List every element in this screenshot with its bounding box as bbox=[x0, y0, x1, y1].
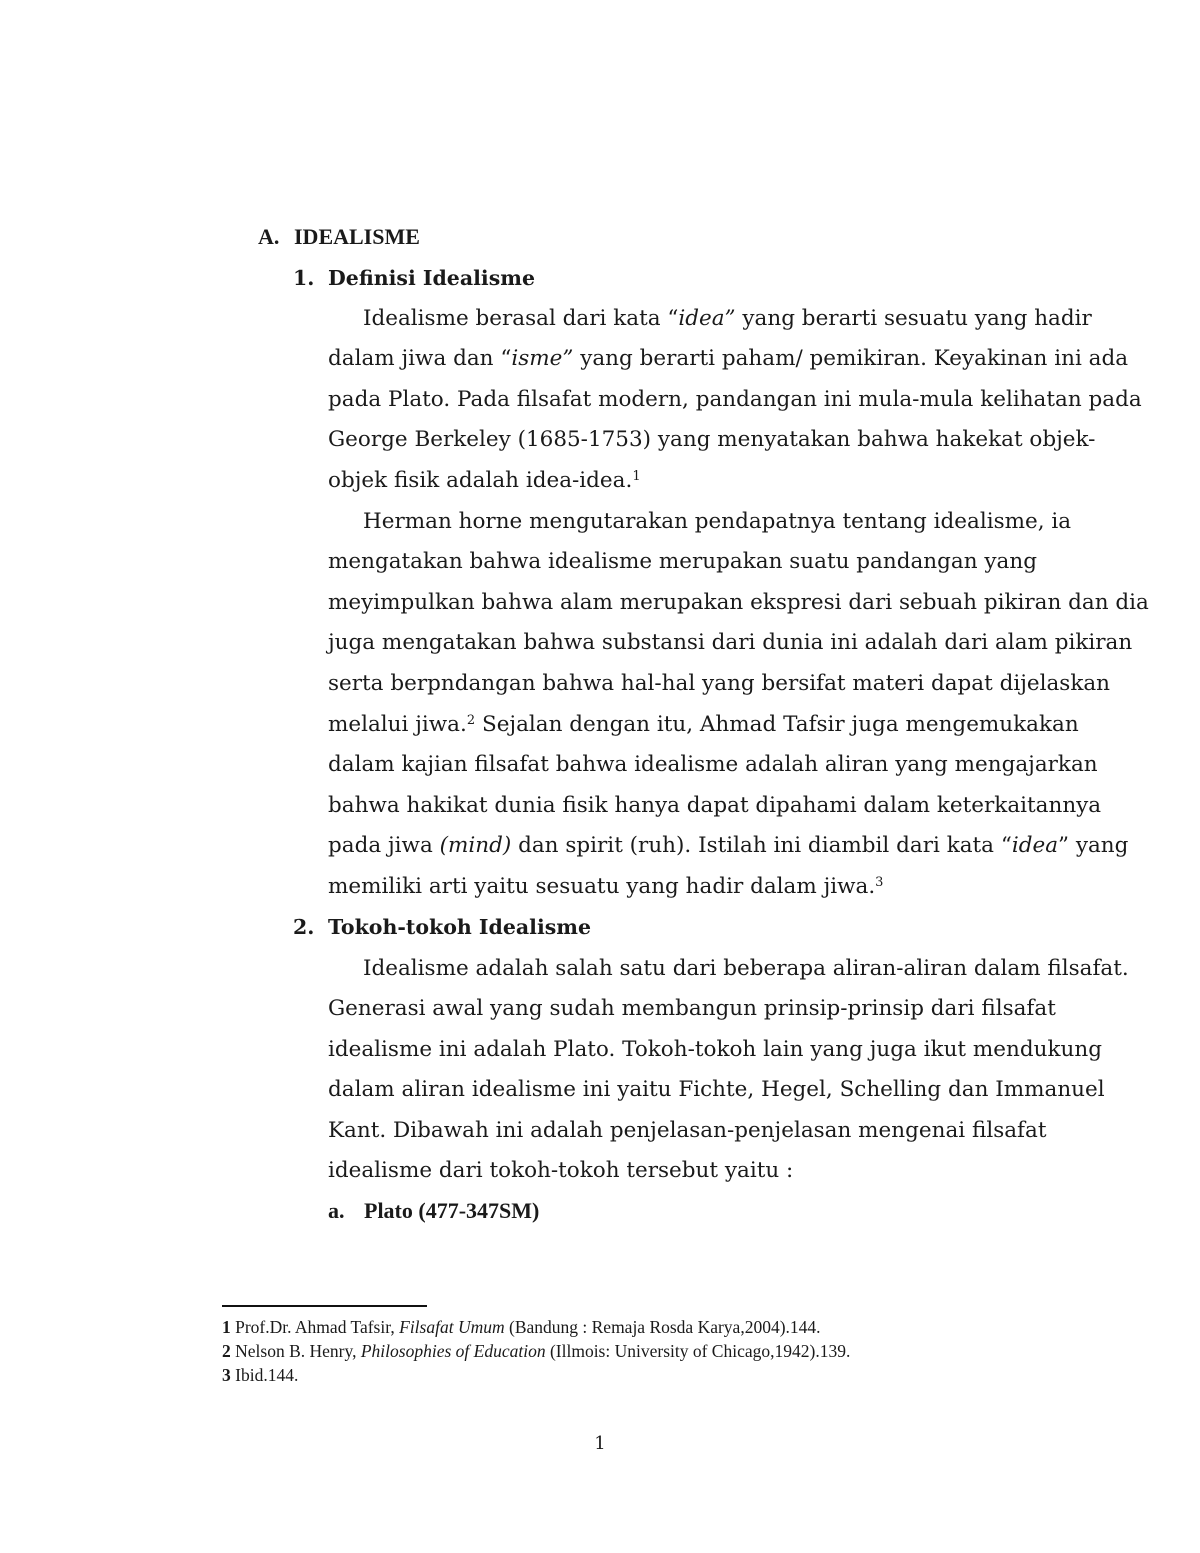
paragraph-line: Idealisme berasal dari kata “idea” yang berarti sesuatu yang hadir bbox=[363, 306, 1092, 331]
page-number: 1 bbox=[594, 1433, 606, 1454]
footnote-separator bbox=[222, 1305, 427, 1307]
paragraph-line: Idealisme adalah salah satu dari beberapa aliran-aliran dalam filsafat. bbox=[363, 956, 1129, 981]
paragraph-line: George Berkeley (1685-1753) yang menyatakan bahwa hakekat objek- bbox=[328, 427, 1096, 452]
paragraph-line: idealisme dari tokoh-tokoh tersebut yaitu : bbox=[328, 1158, 794, 1183]
paragraph-line: objek fisik adalah idea-idea.$^1$ bbox=[328, 468, 641, 493]
paragraph-line: dalam jiwa dan “isme” yang berarti paham/ pemikiran. Keyakinan ini ada bbox=[328, 346, 1129, 371]
paragraph-line: idealisme ini adalah Plato. Tokoh-tokoh lain yang juga ikut mendukung bbox=[328, 1037, 1102, 1062]
section-heading bbox=[258, 222, 420, 252]
paragraph-line: pada jiwa (mind) dan spirit (ruh). Istilah ini diambil dari kata “idea” yang bbox=[328, 833, 1129, 858]
subsubsection-title: Plato (477-347SM) bbox=[364, 1198, 540, 1223]
paragraph-line: mengatakan bahwa idealisme merupakan suatu pandangan yang bbox=[328, 549, 1037, 574]
subsection-number: 2. bbox=[293, 915, 315, 939]
footnote-ref[interactable]: 1 bbox=[632, 469, 641, 484]
subsubsection-letter: a. bbox=[328, 1198, 345, 1223]
subsection-number: 1. bbox=[293, 266, 315, 290]
footnote-1: 1 Prof.Dr. Ahmad Tafsir, Filsafat Umum (Bandung : Remaja Rosda Karya,2004).144. bbox=[222, 1317, 821, 1337]
subsubsection-heading bbox=[328, 1196, 539, 1226]
subsection-heading-2 bbox=[293, 912, 591, 942]
footnote-3: 3 Ibid.144. bbox=[222, 1365, 299, 1385]
paragraph-line: bahwa hakikat dunia fisik hanya dapat dipahami dalam keterkaitannya bbox=[328, 793, 1102, 818]
paragraph-line: pada Plato. Pada filsafat modern, pandangan ini mula-mula kelihatan pada bbox=[328, 387, 1142, 412]
paragraph-line: serta berpndangan bahwa hal-hal yang bersifat materi dapat dijelaskan bbox=[328, 671, 1111, 696]
section-title: IDEALISME bbox=[294, 224, 420, 249]
subsection-title: Tokoh-tokoh Idealisme bbox=[328, 915, 592, 939]
paragraph-line: memiliki arti yaitu sesuatu yang hadir dalam jiwa.$^3$ bbox=[328, 874, 884, 899]
paragraph-line: Herman horne mengutarakan pendapatnya tentang idealisme, ia bbox=[363, 509, 1072, 534]
paragraph-line: dalam kajian filsafat bahwa idealisme adalah aliran yang mengajarkan bbox=[328, 752, 1098, 777]
paragraph-line: melalui jiwa.$^2$ Sejalan dengan itu, Ahmad Tafsir juga mengemukakan bbox=[328, 712, 1079, 737]
footnote-2: 2 Nelson B. Henry, Philosophies of Education (Illmois: University of Chicago,1942).139. bbox=[222, 1341, 851, 1361]
paragraph-line: Kant. Dibawah ini adalah penjelasan-penjelasan mengenai filsafat bbox=[328, 1118, 1047, 1143]
section-number: A. bbox=[258, 224, 280, 249]
subsection-heading-1 bbox=[293, 263, 535, 293]
paragraph-line: dalam aliran idealisme ini yaitu Fichte, Hegel, Schelling dan Immanuel bbox=[328, 1077, 1105, 1102]
footnote-ref[interactable]: 2 bbox=[466, 713, 476, 728]
paragraph-line: Generasi awal yang sudah membangun prinsip-prinsip dari filsafat bbox=[328, 996, 1056, 1021]
paragraph-line: meyimpulkan bahwa alam merupakan ekspresi dari sebuah pikiran dan dia bbox=[328, 590, 1149, 615]
subsection-title: Definisi Idealisme bbox=[328, 266, 535, 290]
paragraph-line: juga mengatakan bahwa substansi dari dunia ini adalah dari alam pikiran bbox=[328, 630, 1133, 655]
footnote-ref[interactable]: 3 bbox=[875, 875, 884, 890]
